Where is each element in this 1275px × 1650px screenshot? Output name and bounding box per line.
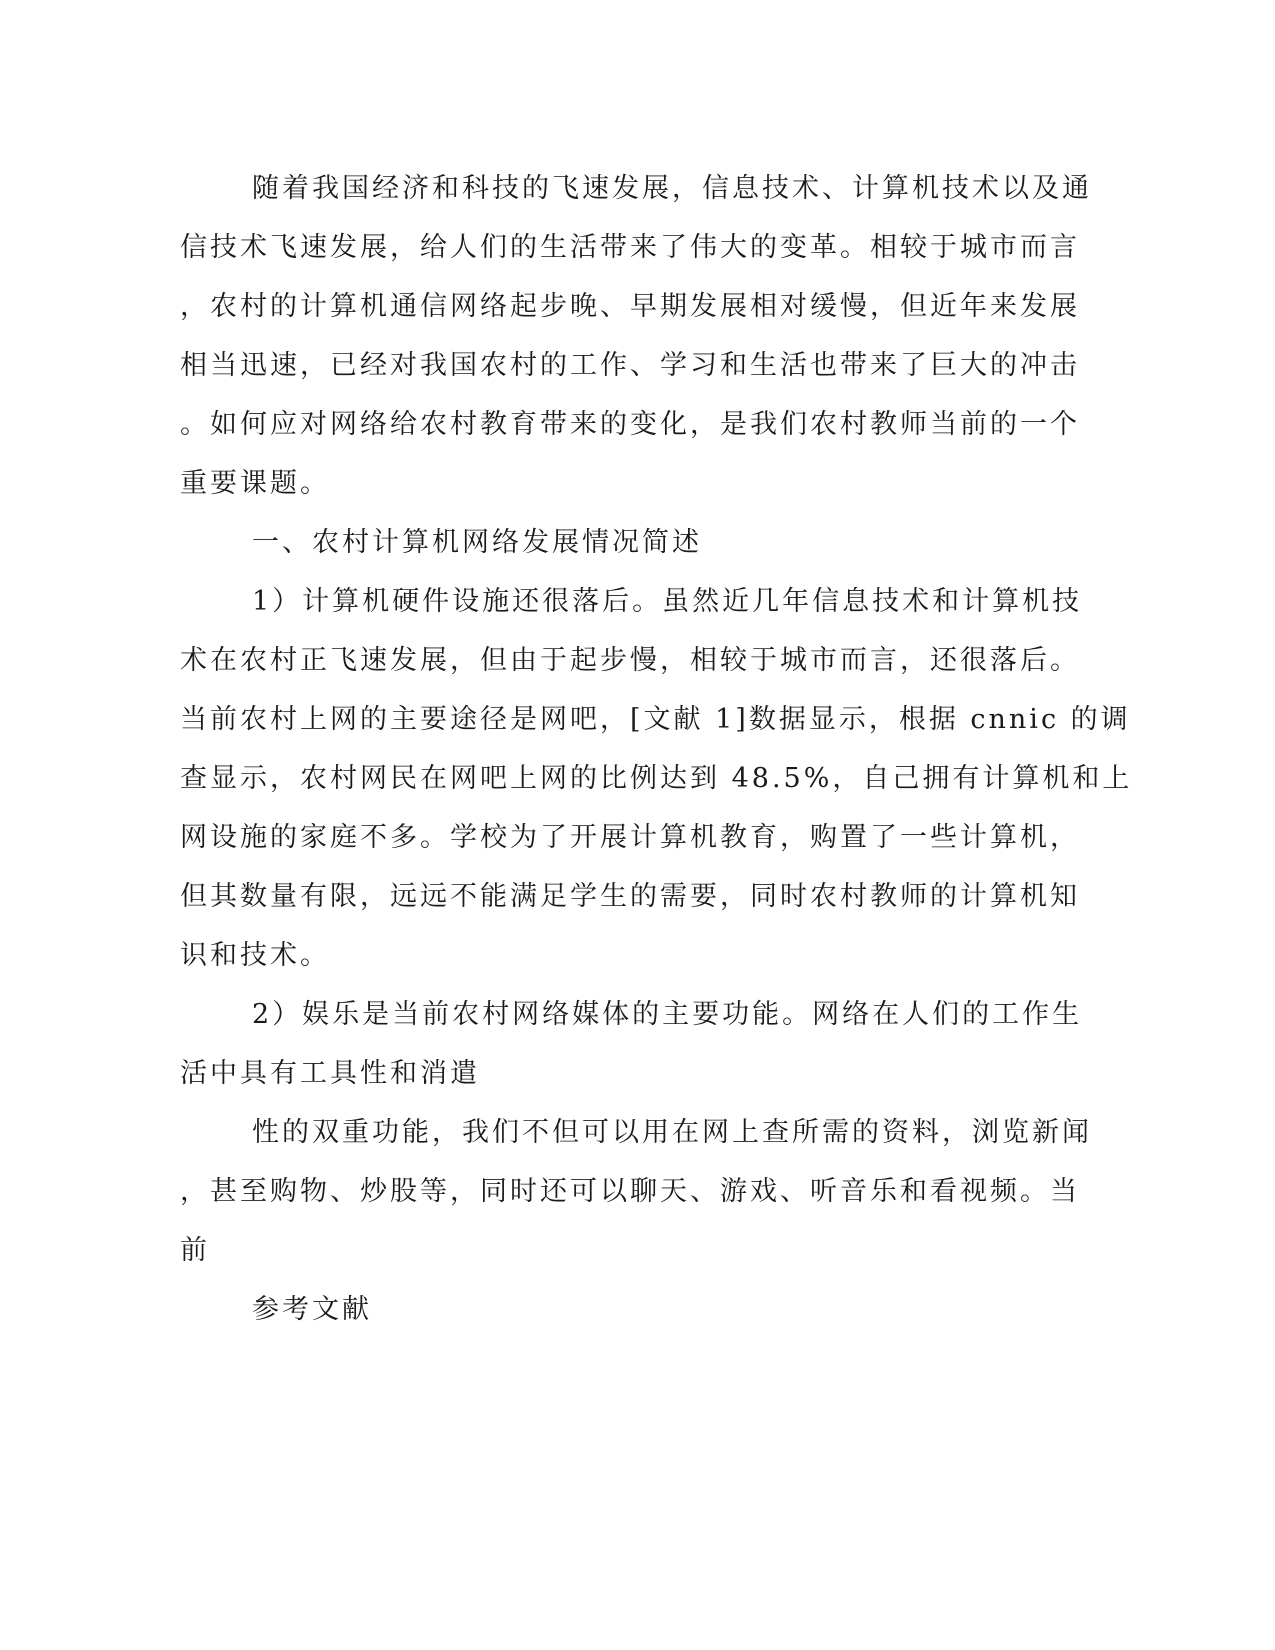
text-line: 活中具有工具性和消遣 <box>180 1058 480 1089</box>
text-line: 重要课题。 <box>180 468 330 499</box>
text-line: 。如何应对网络给农村教育带来的变化，是我们农村教师当前的一个 <box>180 409 1080 440</box>
text-line: 术在农村正飞速发展，但由于起步慢，相较于城市而言，还很落后。 <box>180 645 1080 676</box>
text-line: 相当迅速，已经对我国农村的工作、学习和生活也带来了巨大的冲击 <box>180 350 1080 381</box>
text-line: ，甚至购物、炒股等，同时还可以聊天、游戏、听音乐和看视频。当 <box>180 1176 1080 1207</box>
text-line: 网设施的家庭不多。学校为了开展计算机教育，购置了一些计算机， <box>180 822 1080 853</box>
text-line: 但其数量有限，远远不能满足学生的需要，同时农村教师的计算机知 <box>180 881 1080 912</box>
text-line: ，农村的计算机通信网络起步晚、早期发展相对缓慢，但近年来发展 <box>180 291 1080 322</box>
text-line: 信技术飞速发展，给人们的生活带来了伟大的变革。相较于城市而言 <box>180 232 1080 263</box>
references-heading: 参考文献 <box>252 1294 372 1325</box>
text-line: 随着我国经济和科技的飞速发展，信息技术、计算机技术以及通 <box>252 173 1092 204</box>
section-heading: 一、农村计算机网络发展情况简述 <box>252 527 702 558</box>
text-line: 1）计算机硬件设施还很落后。虽然近几年信息技术和计算机技 <box>252 586 1083 617</box>
text-line: 性的双重功能，我们不但可以用在网上查所需的资料，浏览新闻 <box>252 1117 1092 1148</box>
text-line: 2）娱乐是当前农村网络媒体的主要功能。网络在人们的工作生 <box>252 999 1083 1030</box>
text-line: 当前农村上网的主要途径是网吧，[文献 1]数据显示，根据 cnnic 的调 <box>180 704 1131 735</box>
text-line: 识和技术。 <box>180 940 330 971</box>
text-line: 前 <box>180 1235 210 1266</box>
text-line: 查显示，农村网民在网吧上网的比例达到 48.5%，自己拥有计算机和上 <box>180 763 1133 794</box>
